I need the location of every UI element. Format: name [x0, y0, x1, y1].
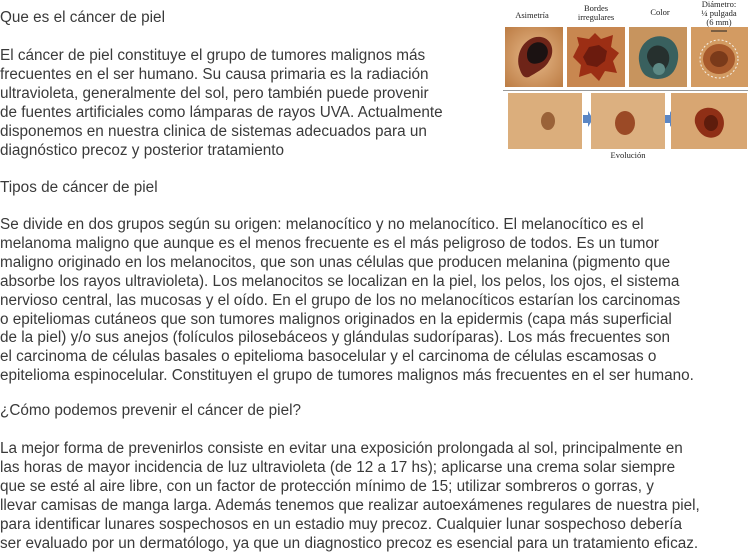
- paragraph-line: absorbe los rayos ultravioleta). Los melanocitos se localizan en la piel, los pelos, los ojos, el sistema: [0, 272, 680, 290]
- paragraph-types: [0, 216, 694, 386]
- asymmetry-mole-image: [505, 27, 563, 87]
- label-borders-line1: Bordes: [583, 3, 609, 13]
- paragraph-line: melanoma maligno que aunque es el menos frecuente es el más peligroso de todos. Es un tumor: [0, 234, 659, 252]
- irregular-borders-mole-image: [567, 27, 625, 87]
- paragraph-line: nervioso central, las mucosas y el oído. En el grupo de los no melanocíticos estarían los carcinomas: [0, 291, 681, 309]
- diameter-mole-image: [691, 27, 748, 87]
- heading-prevention: ¿Cómo podemos prevenir el cáncer de piel?: [0, 402, 301, 419]
- paragraph-line: epitelioma espinocelular. Constituyen el grupo de tumores malignos más frecuentes en el ser humano.: [0, 367, 694, 385]
- label-diameter-line2: ¼ pulgada: [701, 8, 737, 18]
- heading-what-is-skin-cancer: Que es el cáncer de piel: [0, 9, 165, 26]
- paragraph-line: El cáncer de piel constituye el grupo de tumores malignos más: [0, 47, 426, 64]
- label-diameter-line3: (6 mm): [706, 17, 732, 27]
- label-color: Color: [650, 7, 670, 17]
- paragraph-line: maligno originado en los melanocitos, que son unas células que producen melanina (pigmento que: [0, 253, 671, 271]
- paragraph-line: el carcinoma de células basales o epitelioma basocelular y el carcinoma de células escamosas o: [0, 348, 657, 366]
- paragraph-line: de fuentes artificiales como lámparas de rayos UVA. Actualmente: [0, 103, 443, 121]
- paragraph-prevention: [0, 440, 700, 553]
- label-asymmetry: Asimetría: [515, 10, 549, 20]
- label-diameter-line1: Diámetro:: [701, 0, 737, 9]
- paragraph-line: o epiteliomas cutáneos que son tumores malignos originados en la epidermis (capa más superficial: [0, 310, 672, 328]
- paragraph-intro: [0, 47, 443, 160]
- paragraph-line: las horas de mayor incidencia de luz ultravioleta (de 12 a 17 hs); aplicarse una crema solar siempre: [0, 458, 676, 476]
- paragraph-line: para identificar lunares sospechosos en un estadio muy precoz. Cualquier lunar sospechoso debería: [0, 515, 682, 533]
- heading-types: Tipos de cáncer de piel: [0, 179, 158, 196]
- evolution-stage-1-image: [508, 93, 582, 149]
- label-borders: [565, 4, 627, 22]
- paragraph-line: disponemos en nuestra clinica de sistemas adecuados para un: [0, 122, 427, 140]
- paragraph-line: diagnóstico precoz y posterior tratamiento: [0, 141, 284, 159]
- abcde-melanoma-figure: [503, 0, 748, 168]
- label-diameter: [689, 0, 749, 27]
- paragraph-line: frecuentes en el ser humano. Su causa primaria es la radiación: [0, 65, 429, 83]
- evolution-stage-2-image: [591, 93, 665, 149]
- figure-divider: [503, 90, 748, 91]
- paragraph-line: llevar camisas de manga larga. Además tenemos que realizar autoexámenes regulares de nuestra piel,: [0, 496, 700, 514]
- paragraph-line: que se esté al aire libre, con un factor de protección mínimo de 15; utilizar sombreros o gorras, y: [0, 477, 654, 495]
- label-evolution: Evolución: [610, 150, 646, 160]
- paragraph-line: ultravioleta, generalmente del sol, pero también puede provenir: [0, 84, 429, 102]
- paragraph-line: Se divide en dos grupos según su origen: melanocítico y no melanocítico. El melanocítico es el: [0, 216, 644, 233]
- label-borders-line2: irregulares: [577, 12, 615, 22]
- evolution-stage-3-image: [671, 93, 747, 149]
- paragraph-line: La mejor forma de prevenirlos consiste en evitar una exposición prolongada al sol, principalmente en: [0, 440, 683, 457]
- paragraph-line: ser evaluado por un dermatólogo, ya que un diagnostico precoz es esencial para un tratamiento eficaz.: [0, 534, 699, 552]
- color-variation-mole-image: [629, 27, 687, 87]
- paragraph-line: de la piel) y/o sus anejos (folículos pilosebáceos y glándulas sudoríparas). Los más frecuentes son: [0, 329, 671, 347]
